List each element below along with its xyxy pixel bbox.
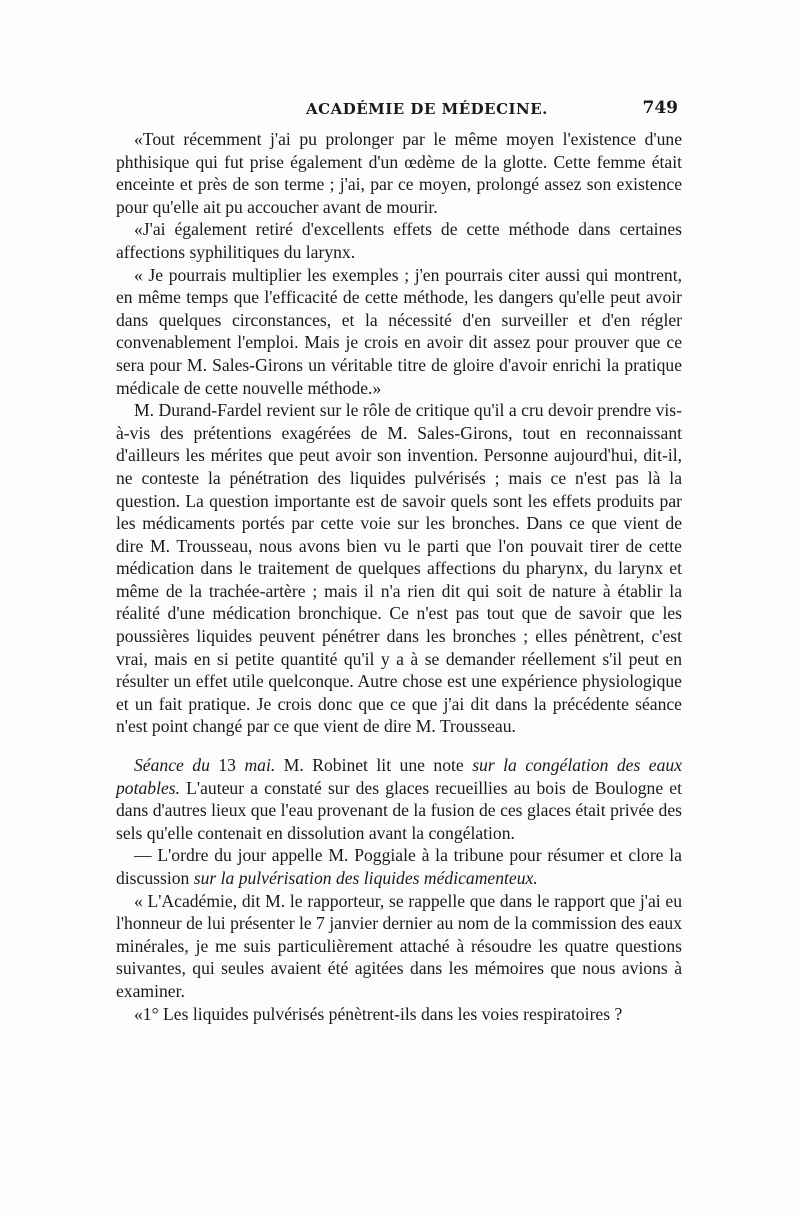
note-title: sur la congélation des eaux potables.	[116, 755, 682, 798]
order-lead: — L'ordre du jour appelle M. Poggiale à la tribune pour résumer et clore la discussion	[116, 845, 682, 888]
order-topic: sur la pulvérisation des liquides médicamenteux.	[193, 868, 538, 888]
paragraph-question-1: «1° Les liquides pulvérisés pénètrent-ils dans les voies respiratoires ?	[134, 1003, 623, 1024]
paragraph-durand-fardel: M. Durand-Fardel revient sur le rôle de critique qu'il a cru devoir prendre vis-à-vis des prétentions exagérées de M. Sales-Girons, tout en reconnaissant d'ailleurs les mérites que peut avoir son invention. Personne aujourd'hui, dit-il, ne conteste la pénétration des liquides pulvérisés ; mais ce n'est pas là la question. La question importante est de savoir quels sont les effets produits par les médicaments portés par cette voie sur les bronches. Dans ce que vient de dire M. Trousseau, nous avons bien vu le parti que l'on pouvait tirer de cette médication dans le traitement de quelques affections du pharynx, du larynx et même de la trachée-artère ; mais il n'a rien dit qui soit de nature à établir la réalité d'une médication bronchique. Ce n'est pas tout que de savoir que les poussières liquides peuvent pénétrer dans les bronches ; elles pénètrent, c'est vrai, mais en si petite quantité qu'il y a à se demander réellement s'il peut en résulter un effet utile quelconque. Autre chose est une expérience physiologique et un fait pratique. Je crois donc que ce que j'ai dit dans la précédente séance n'est point changé par ce que vient de dire M. Trousseau.	[116, 400, 682, 737]
session-lead: M. Robinet lit une note	[275, 755, 473, 776]
page-number: 749	[642, 98, 678, 118]
paragraph-syphilitiques: «J'ai également retiré d'excellents effets de cette méthode dans certaines affections syphilitiques du larynx.	[116, 219, 682, 262]
session-rest: L'auteur a constaté sur des glaces recueillies au bois de Boulogne et dans d'autres lieux que l'eau provenant de la fusion de ces glaces était privée des sels qu'elle contenait en dissolution avant la congélation.	[116, 777, 682, 843]
body-text	[116, 128, 682, 1025]
session-month: mai.	[244, 755, 276, 776]
paragraph-rapporteur: « L'Académie, dit M. le rapporteur, se rappelle que dans le rapport que j'ai eu l'honneur de lui présenter le 7 janvier dernier au nom de la commission des eaux minérales, je me suis particulièrement attaché à résoudre les quatre questions suivantes, qui seules avaient été agitées dans les mémoires que nous avions à examiner.	[116, 890, 682, 1001]
running-title: ACADÉMIE DE MÉDECINE.	[306, 100, 548, 118]
paragraph-ordre-du-jour	[116, 844, 682, 889]
session-day: 13	[218, 755, 236, 776]
page-header	[116, 98, 680, 124]
session-label: Séance du	[134, 755, 210, 776]
paragraph-seance	[116, 754, 682, 844]
section-gap	[116, 738, 682, 754]
paragraph-exemples: « Je pourrais multiplier les exemples ; j'en pourrais citer aussi qui montrent, en même temps que l'efficacité de cette méthode, les dangers qu'elle peut avoir dans quelques circonstances, et la nécessité d'en surveiller et d'en régler convenablement l'emploi. Mais je crois en avoir dit assez pour prouver que ce sera pour M. Sales-Girons un véritable titre de gloire d'avoir enrichi la pratique médicale de cette nouvelle méthode.»	[116, 264, 682, 398]
paragraph-phthisique: «Tout récemment j'ai pu prolonger par le même moyen l'existence d'une phthisique qui fut prise également d'un œdème de la glotte. Cette femme était enceinte et près de son terme ; j'ai, par ce moyen, prolongé assez son existence pour qu'elle ait pu accoucher avant de mourir.	[116, 129, 682, 217]
